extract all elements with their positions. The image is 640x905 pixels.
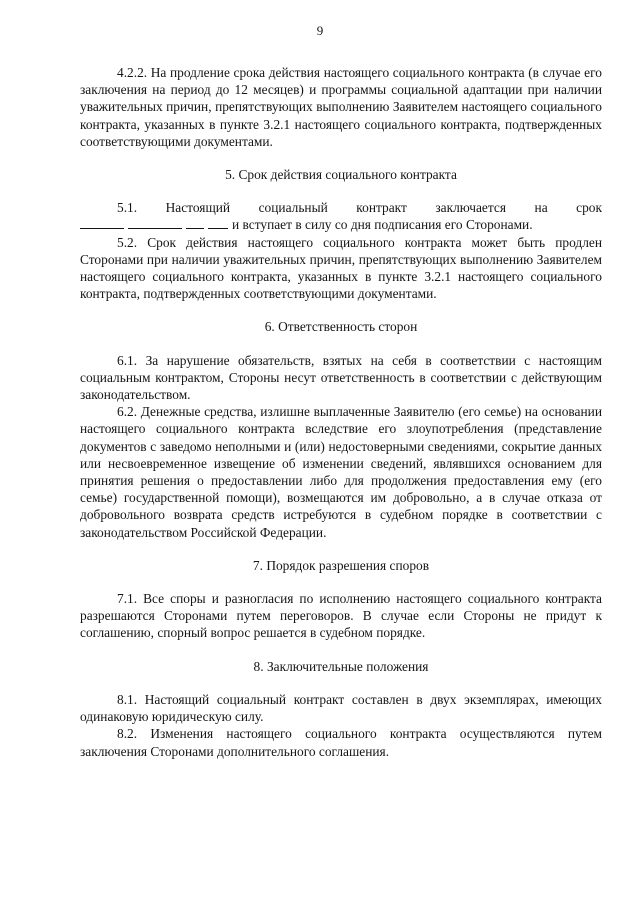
document-body — [80, 64, 602, 760]
blank-line-year — [208, 216, 228, 229]
section-heading-6: 6. Ответственность сторон — [264, 319, 418, 335]
page-number: 9 — [316, 23, 324, 38]
clause-6-1: 6.1. За нарушение обязательств, взятых на себя в соответствии с настоящим социальным контрактом, Стороны несут ответственность в соответствии с действующим законодательством. — [80, 352, 602, 403]
clause-4-2-2: 4.2.2. На продление срока действия настоящего социального контракта (в случае его заключения на период до 12 месяцев) и программы социальной адаптации при наличии уважительных причин, препятствующих выполнению Заявителем настоящего социального контракта, указанных в пункте 3.2.1 настоящего социального контракта, подтвержденных соответствующими документами. — [80, 65, 602, 149]
clause-8-1: 8.1. Настоящий социальный контракт составлен в двух экземплярах, имеющих одинаковую юридическую силу. — [80, 691, 602, 725]
clause-5-2: 5.2. Срок действия настоящего социального контракта может быть продлен Сторонами при наличии уважительных причин, препятствующих выполнению Заявителем настоящего социального контракта, указанных в пункте 3.2.1 настоящего социального контракта, подтвержденных соответствующими документами. — [80, 234, 602, 302]
section-heading-7: 7. Порядок разрешения споров — [252, 557, 430, 573]
clause-8-2: 8.2. Изменения настоящего социального контракта осуществляются путем заключения Сторонами дополнительного соглашения. — [80, 726, 602, 759]
clause-5-1-first-line: 5.1. Настоящий социальный контракт заключается на срок — [117, 200, 602, 216]
clause-5-1-text: и вступает в силу со дня подписания его Сторонами. — [232, 217, 533, 233]
clause-6-2: 6.2. Денежные средства, излишне выплаченные Заявителю (его семье) на основании настоящего социального контракта вследствие его злоупотребления (представление документов с заведомо неполными и (или) недостоверными сведениями, сокрытие данных или несвоевременное извещение об изменении сведений, являвшихся основанием для принятия решения о предоставлении либо для продолжения предоставления ему (его семье) государственной помощи), возмещаются им добровольно, а в случае отказа от добровольного возврата средств истребуются в судебном порядке в соответствии с законодательством Российской Федерации. — [80, 404, 602, 540]
clause-5-1-second-line — [80, 216, 602, 233]
blank-line-year-prefix — [186, 216, 204, 229]
blank-line-day — [80, 216, 124, 229]
section-heading-5: 5. Срок действия социального контракта — [225, 167, 457, 183]
clause-7-1: 7.1. Все споры и разногласия по исполнению настоящего социального контракта разрешаются Сторонами путем переговоров. В случае если Стороны не придут к соглашению, спорный вопрос решается в судебном порядке. — [80, 591, 602, 641]
section-heading-8: 8. Заключительные положения — [253, 658, 429, 674]
blank-line-month — [128, 216, 182, 229]
